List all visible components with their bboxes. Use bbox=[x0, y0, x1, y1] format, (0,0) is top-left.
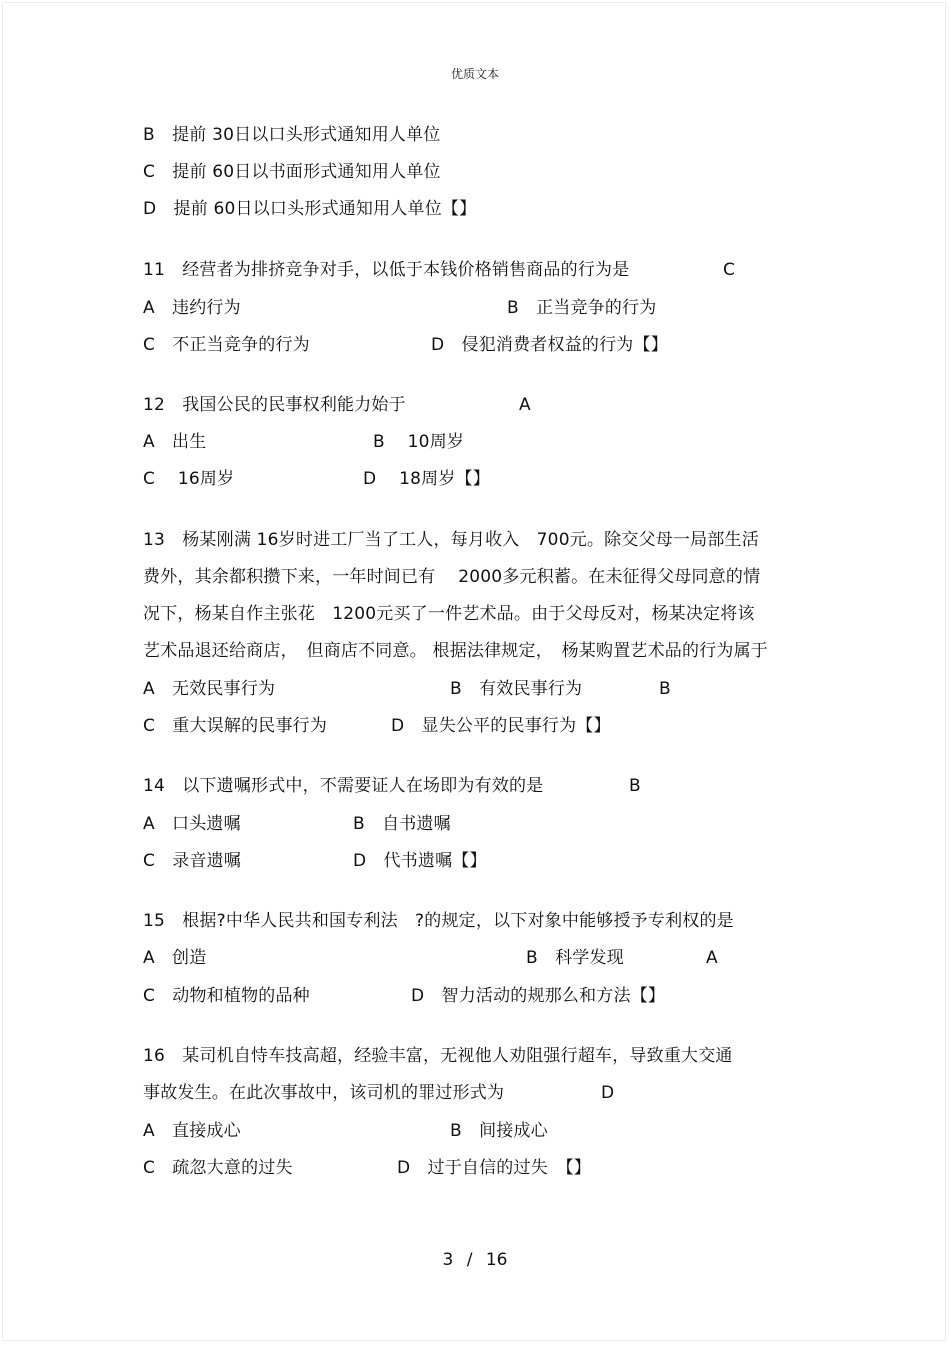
q14-option-a: A 口头遗嘱 bbox=[143, 814, 241, 834]
q13-stem-line-2: 费外，其余都积攒下来，一年时间已有 2000多元积蓄。在未征得父母同意的情 bbox=[143, 567, 761, 587]
q13-answer: B bbox=[659, 679, 671, 699]
q13-option-c: C 重大误解的民事行为 bbox=[143, 716, 328, 736]
q15-option-c: C 动物和植物的品种 bbox=[143, 986, 310, 1006]
q13-option-a: A 无效民事行为 bbox=[143, 679, 276, 699]
q14-answer: B bbox=[629, 776, 641, 796]
q15-option-d: D 智力活动的规那么和方法【】 bbox=[411, 986, 666, 1006]
page-number bbox=[0, 1249, 950, 1271]
q11-option-d: D 侵犯消费者权益的行为【】 bbox=[431, 335, 668, 355]
q15-option-b: B 科学发现 bbox=[526, 948, 624, 968]
q12-option-d: D 18周岁【】 bbox=[363, 469, 490, 489]
q15-answer: A bbox=[706, 948, 718, 968]
total-pages: 16 bbox=[485, 1250, 508, 1270]
q12-option-a: A 出生 bbox=[143, 432, 207, 452]
page-header: 优质文本 bbox=[450, 67, 499, 81]
q13-stem-line-4: 艺术品退还给商店， 但商店不同意。 根据法律规定， 杨某购置艺术品的行为属于 bbox=[143, 641, 769, 661]
q16-option-c: C 疏忽大意的过失 bbox=[143, 1158, 293, 1178]
q10-option-c: C 提前 60日以书面形式通知用人单位 bbox=[143, 162, 441, 182]
page-separator: / bbox=[466, 1250, 473, 1270]
q13-stem-line-3: 况下，杨某自作主张花 1200元买了一件艺术品。由于父母反对，杨某决定将该 bbox=[143, 604, 755, 624]
q12-option-b: B 10周岁 bbox=[373, 432, 465, 452]
q14-option-d: D 代书遗嘱【】 bbox=[353, 851, 487, 871]
q12-stem: 12 我国公民的民事权利能力始于 bbox=[143, 395, 406, 415]
q15-stem: 15 根据?中华人民共和国专利法 ?的规定，以下对象中能够授予专利权的是 bbox=[143, 911, 734, 931]
q13-option-d: D 显失公平的民事行为【】 bbox=[391, 716, 611, 736]
q10-option-d: D 提前 60日以口头形式通知用人单位【】 bbox=[143, 199, 477, 219]
q15-option-a: A 创造 bbox=[143, 948, 207, 968]
q11-answer: C bbox=[723, 260, 736, 280]
q16-option-b: B 间接成心 bbox=[450, 1121, 548, 1141]
q11-option-a: A 违约行为 bbox=[143, 298, 241, 318]
q11-stem: 11 经营者为排挤竞争对手，以低于本钱价格销售商品的行为是 bbox=[143, 260, 630, 280]
q16-answer: D bbox=[601, 1083, 615, 1103]
current-page: 3 bbox=[442, 1250, 454, 1270]
q11-option-c: C 不正当竞争的行为 bbox=[143, 335, 310, 355]
q13-option-b: B 有效民事行为 bbox=[450, 679, 583, 699]
q12-option-c: C 16周岁 bbox=[143, 469, 235, 489]
q13-stem-line-1: 13 杨某刚满 16岁时进工厂当了工人，每月收入 700元。除交父母一局部生活 bbox=[143, 530, 759, 550]
q12-answer: A bbox=[519, 395, 531, 415]
q16-stem-line-1: 16 某司机自恃车技高超，经验丰富，无视他人劝阻强行超车，导致重大交通 bbox=[143, 1046, 733, 1066]
q16-stem-line-2: 事故发生。在此次事故中，该司机的罪过形式为 bbox=[143, 1083, 505, 1103]
q14-option-c: C 录音遗嘱 bbox=[143, 851, 242, 871]
q10-option-b: B 提前 30日以口头形式通知用人单位 bbox=[143, 125, 441, 145]
q11-option-b: B 正当竞争的行为 bbox=[507, 298, 657, 318]
q14-option-b: B 自书遗嘱 bbox=[353, 814, 451, 834]
q14-stem: 14 以下遗嘱形式中，不需要证人在场即为有效的是 bbox=[143, 776, 544, 796]
q16-option-a: A 直接成心 bbox=[143, 1121, 241, 1141]
q16-option-d: D 过于自信的过失 【】 bbox=[397, 1158, 591, 1178]
